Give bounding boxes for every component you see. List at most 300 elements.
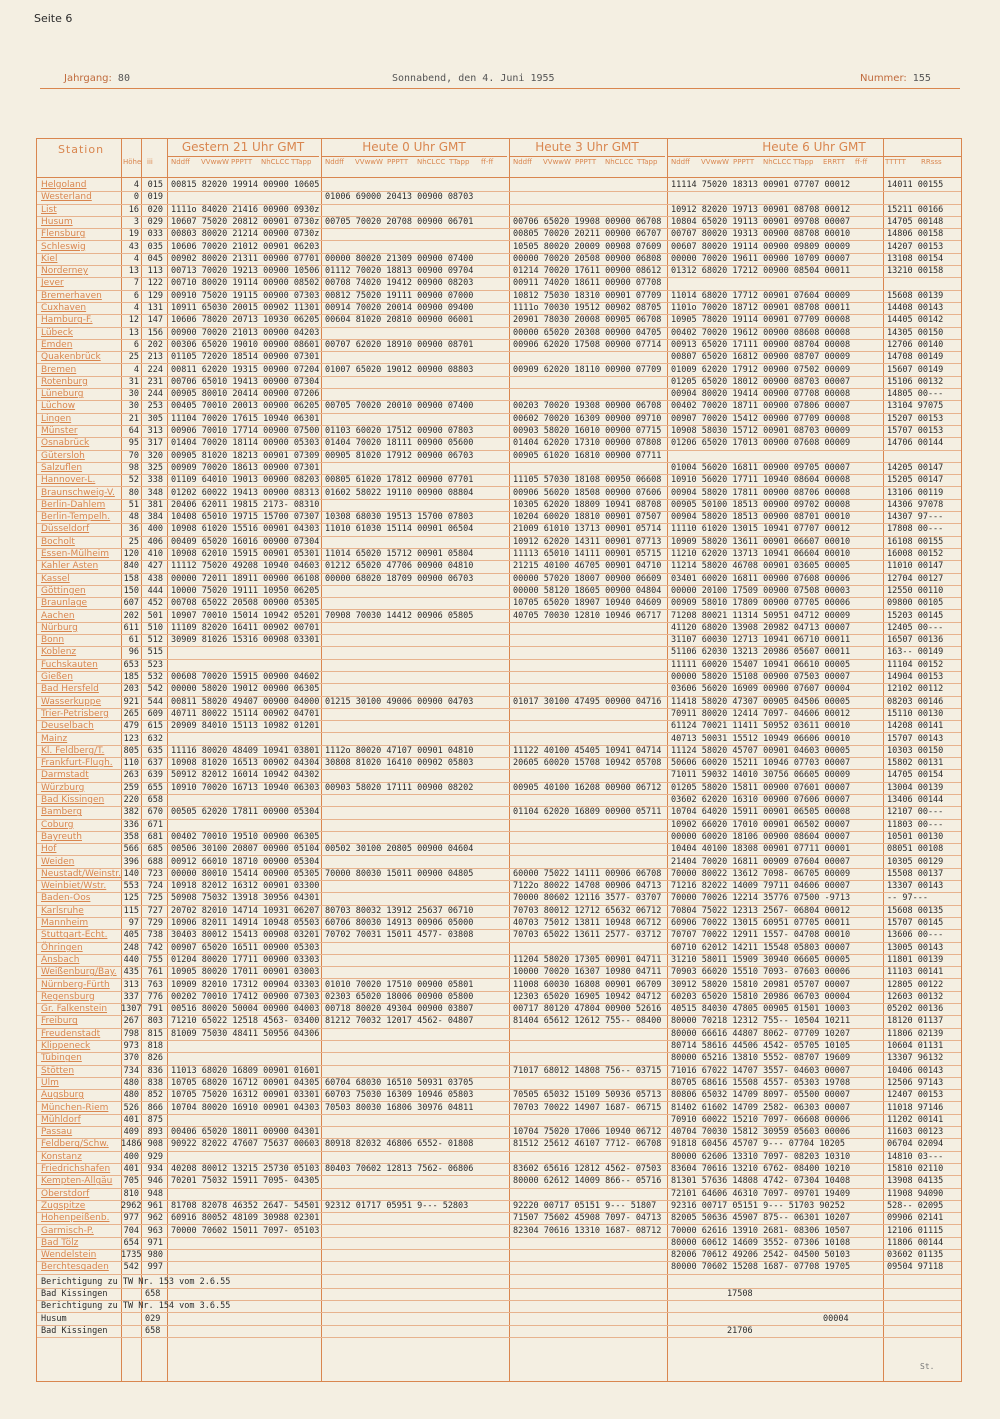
station-index: 815 — [147, 1028, 163, 1039]
col-header: TTTTT — [885, 158, 906, 166]
date-header: Sonnabend, den 4. Juni 1955 — [392, 73, 555, 84]
obs-06-extra: 15203 00145 — [887, 610, 944, 621]
table-row — [37, 610, 961, 623]
station-height: 1307 — [121, 1004, 142, 1015]
jahrgang-value: 80 — [117, 73, 130, 84]
obs-06-extra: 14305 00150 — [887, 327, 944, 338]
station-height: 203 — [123, 684, 139, 695]
correction-index: 658 — [145, 1289, 161, 1299]
obs-21: 00409 65020 16016 00900 07304 — [171, 536, 320, 547]
station-index: 836 — [147, 1065, 163, 1076]
obs-21: 00906 70010 17714 00900 07500 — [171, 426, 320, 436]
table-row — [37, 536, 961, 549]
obs-03: 01214 70020 17611 00900 08612 — [513, 266, 662, 277]
col-header: NhCLCC — [417, 158, 446, 166]
nummer-label: Nummer: — [860, 73, 907, 84]
obs-21: 00713 70020 19213 00900 10506 — [171, 266, 320, 277]
table-row — [37, 966, 961, 979]
station-height: 401 — [123, 1114, 139, 1125]
station-index: 639 — [147, 770, 163, 781]
station-name: Kl. Feldberg/T. — [41, 745, 105, 756]
table-row — [37, 806, 961, 819]
station-height: 4 — [133, 180, 139, 190]
table-row — [37, 979, 961, 992]
table-row — [37, 634, 961, 647]
station-height: 43 — [128, 241, 139, 252]
station-height: 1735 — [121, 1250, 142, 1261]
table-row — [37, 1052, 961, 1065]
obs-06: 00909 58010 17809 00900 07705 00006 — [671, 598, 851, 609]
obs-21: 00505 62020 17811 00900 05304 — [171, 807, 320, 818]
station-index: 045 — [147, 253, 163, 264]
station-height: 158 — [123, 573, 139, 584]
station-name: Tübingen — [41, 1053, 82, 1064]
station-index: 688 — [147, 856, 163, 867]
table-row — [37, 253, 961, 266]
station-index: 776 — [147, 991, 163, 1002]
station-index: 410 — [147, 549, 163, 559]
station-index: 962 — [147, 1213, 163, 1224]
obs-00: 70908 70030 14412 00906 05805 — [325, 610, 474, 621]
obs-06-extra: 12706 00140 — [887, 339, 944, 350]
table-row — [37, 856, 961, 869]
station-height: 123 — [123, 733, 139, 744]
obs-03: 01404 62020 17310 00900 07808 — [513, 438, 662, 449]
obs-06-extra: 15707 00145 — [887, 918, 944, 928]
station-index: 818 — [147, 1041, 163, 1051]
table-row — [37, 757, 961, 770]
station-height: 734 — [123, 1065, 139, 1076]
col-header: ff-ff — [481, 158, 494, 166]
station-index: 253 — [147, 401, 163, 412]
station-height: 542 — [123, 1262, 139, 1273]
station-height: 80 — [128, 487, 139, 498]
obs-06-extra: 18120 01137 — [887, 1016, 944, 1027]
table-row — [37, 991, 961, 1004]
obs-21: 1111o 84020 21416 00900 0930z — [171, 204, 320, 215]
table-row — [37, 696, 961, 709]
obs-06-extra: 14307 97--- — [887, 512, 944, 523]
obs-03: 40705 70030 12810 10946 06717 — [513, 610, 662, 621]
obs-21: 00910 75020 19115 00900 07303 — [171, 290, 320, 301]
station-height: 98 — [128, 462, 139, 473]
station-name: Bad Tölz — [41, 1237, 79, 1248]
station-height: 220 — [123, 795, 139, 805]
station-index: 029 — [147, 216, 163, 227]
table-row — [37, 782, 961, 795]
station-name: Bad Hersfeld — [41, 684, 99, 695]
table-row — [37, 769, 961, 782]
obs-03: 10505 80020 20009 00908 07609 — [513, 241, 662, 252]
obs-06: 41120 68020 13908 20982 04713 00007 — [671, 622, 851, 633]
obs-06: 40713 50031 15512 10949 06606 00010 — [671, 733, 851, 744]
correction-label: Bad Kissingen — [41, 1325, 108, 1336]
station-index: 791 — [147, 1004, 163, 1015]
obs-00: 60704 68030 16510 50931 03705 — [325, 1077, 474, 1088]
station-name: Karlsruhe — [41, 905, 84, 916]
station-index: 724 — [147, 881, 163, 892]
obs-06-extra: 13108 00154 — [887, 253, 944, 264]
station-height: 185 — [123, 672, 139, 682]
nummer-value: 155 — [912, 73, 931, 84]
obs-21: 00905 80010 20414 00900 07206 — [171, 389, 320, 400]
obs-06: 70903 66020 15510 7093- 07603 00006 — [671, 967, 851, 978]
obs-06: 00907 70020 15412 00900 07709 00008 — [671, 413, 851, 424]
station-name: Weiden — [41, 856, 75, 867]
table-row — [37, 1065, 961, 1078]
station-name: Lingen — [41, 413, 72, 424]
obs-03: 60000 75022 14111 00906 06708 — [513, 868, 662, 879]
obs-06: 10404 40100 18308 00901 07711 00001 — [671, 844, 851, 855]
obs-06-extra: 163-- 00149 — [887, 647, 944, 658]
obs-06: 80000 60612 14609 3552- 07306 10108 — [671, 1237, 851, 1248]
header-rule — [40, 88, 960, 89]
correction-row — [37, 1276, 961, 1289]
obs-06: 11014 68020 17712 00901 07604 00009 — [671, 290, 851, 301]
station-index: 961 — [147, 1200, 163, 1211]
station-index: 325 — [147, 462, 163, 473]
col-header: PPPTT — [387, 158, 409, 166]
station-index: 381 — [147, 499, 163, 510]
obs-00: 00000 68020 18709 00900 06703 — [325, 573, 474, 584]
station-name: Westerland — [41, 192, 92, 203]
obs-06-extra: 12107 00--- — [887, 807, 944, 818]
station-height: 798 — [123, 1028, 139, 1039]
table-row — [37, 942, 961, 955]
obs-00: 00707 62020 18910 00900 08701 — [325, 339, 474, 350]
obs-06: 00707 80020 19313 00900 08708 00010 — [671, 229, 851, 240]
obs-21: 00506 30100 20807 00900 05104 — [171, 844, 320, 855]
station-name: Oberstdorf — [41, 1188, 90, 1199]
obs-03: 00805 70020 20211 00900 06707 — [513, 229, 662, 240]
table-row — [37, 1114, 961, 1127]
obs-06: 11418 58020 47307 00905 04506 00005 — [671, 696, 851, 707]
station-name: Kiel — [41, 253, 58, 264]
station-height: 150 — [123, 585, 139, 596]
station-name: Feldberg/Schw. — [41, 1139, 109, 1150]
station-height: 4 — [133, 364, 139, 375]
obs-03: 00906 62020 17508 00900 07714 — [513, 339, 662, 350]
obs-21: 40208 80012 13215 25730 05103 — [171, 1164, 320, 1174]
station-index: 131 — [147, 303, 163, 313]
station-index: 400 — [147, 524, 163, 535]
table-row — [37, 351, 961, 364]
station-index: 934 — [147, 1164, 163, 1174]
obs-21: 10908 62010 15915 00901 05301 — [171, 549, 320, 559]
station-name: Hannover-L. — [41, 475, 96, 486]
obs-06: 60203 65020 15810 20986 06703 00004 — [671, 991, 851, 1002]
obs-06: 01206 65020 17013 00900 07608 00009 — [671, 438, 851, 449]
obs-21: 50908 75032 13918 30956 04301 — [171, 893, 320, 904]
obs-21: 11112 75020 49208 10940 04603 — [171, 561, 320, 572]
obs-00: 00708 74020 19412 00900 08203 — [325, 278, 474, 289]
table-row — [37, 216, 961, 229]
obs-00: 02303 65020 18006 00900 05800 — [325, 991, 474, 1002]
obs-06-extra: 15110 00130 — [887, 708, 944, 719]
station-name: München-Riem — [41, 1102, 109, 1113]
obs-00: 1112o 80020 47107 00901 04810 — [325, 745, 474, 756]
station-height: 370 — [123, 1053, 139, 1064]
station-height: 704 — [123, 1225, 139, 1236]
table-row — [37, 265, 961, 278]
obs-06: 80000 70218 12312 755-- 10504 10211 — [671, 1016, 851, 1027]
station-height: 265 — [123, 708, 139, 719]
obs-21: 01204 80020 17711 00900 03303 — [171, 954, 320, 965]
obs-21: 20909 84010 15113 10982 01201 — [171, 721, 320, 732]
obs-21: 10910 70020 16713 10940 06303 — [171, 782, 320, 793]
station-name: Braunschweig-V. — [41, 487, 115, 498]
station-index: 670 — [147, 807, 163, 818]
station-height: 653 — [123, 659, 139, 670]
obs-06: 00904 58020 18513 00900 08701 00010 — [671, 512, 851, 523]
obs-21: 40711 80022 15114 00902 04701 — [171, 708, 320, 719]
obs-00: 60703 75030 16309 10946 05803 — [325, 1090, 474, 1101]
station-index: 244 — [147, 389, 163, 400]
obs-21: 00000 72011 18911 00900 06108 — [171, 573, 320, 584]
obs-03: 00000 58120 18605 00900 04804 — [513, 585, 662, 596]
obs-06-extra: 15607 00149 — [887, 364, 944, 375]
obs-06-extra: 12407 00153 — [887, 1090, 944, 1101]
obs-21: 10907 70010 15014 10942 05201 — [171, 610, 320, 621]
obs-06: 01004 56020 16811 00900 09705 00007 — [671, 462, 851, 473]
obs-00: 01103 60020 17512 00900 07803 — [325, 426, 474, 436]
obs-21: 10704 80020 16910 00901 04303 — [171, 1102, 320, 1113]
station-name: Kempten-Allgäu — [41, 1176, 113, 1187]
obs-06: 10908 58030 15712 00901 08703 00009 — [671, 426, 851, 436]
station-index: 033 — [147, 229, 163, 240]
table-row — [37, 954, 961, 967]
station-index: 875 — [147, 1114, 163, 1125]
obs-06-extra: 13106 00119 — [887, 487, 944, 498]
obs-00: 00805 61020 17812 00900 07701 — [325, 475, 474, 486]
station-height: 440 — [123, 954, 139, 965]
obs-06: 11114 75020 18313 00901 07707 00012 — [671, 180, 851, 190]
station-name: Mühldorf — [41, 1114, 81, 1125]
station-name: Ansbach — [41, 954, 80, 965]
obs-00: 01006 69000 20413 00900 08703 — [325, 192, 474, 203]
table-row — [37, 868, 961, 881]
obs-21: 00907 65020 16511 00900 05303 — [171, 942, 320, 953]
obs-21: 00803 80020 21214 00900 0730z — [171, 229, 320, 240]
table-row — [37, 1102, 961, 1115]
obs-03: 70703 70022 14907 1687- 06715 — [513, 1102, 662, 1113]
obs-03: 00903 58020 16010 00900 07715 — [513, 426, 662, 436]
obs-06: 71016 67022 14707 3557- 04603 00007 — [671, 1065, 851, 1076]
station-height: 267 — [123, 1016, 139, 1027]
obs-06-extra: 14306 97078 — [887, 499, 944, 510]
obs-06-extra: 15707 00153 — [887, 426, 944, 436]
table-row — [37, 425, 961, 438]
obs-06: 83604 70616 13210 6762- 08400 10210 — [671, 1164, 851, 1174]
station-height: 30 — [128, 389, 139, 400]
obs-06-extra: 15802 00131 — [887, 758, 944, 769]
jahrgang-header — [64, 73, 130, 84]
obs-21: 11013 68020 16809 00901 01601 — [171, 1065, 320, 1076]
obs-06: 03606 56020 16909 00900 07607 00004 — [671, 684, 851, 695]
station-index: 803 — [147, 1016, 163, 1027]
station-height: 566 — [123, 844, 139, 855]
station-index: 231 — [147, 376, 163, 387]
obs-21: 90922 82022 47607 75637 00603 — [171, 1139, 320, 1150]
obs-03: 20901 78030 20008 00905 06708 — [513, 315, 662, 326]
table-row — [37, 708, 961, 721]
station-height: 840 — [123, 561, 139, 572]
table-row — [37, 733, 961, 746]
station-index: 512 — [147, 635, 163, 646]
correction-index: 029 — [145, 1313, 161, 1324]
obs-06: 70910 60022 15210 7097- 06608 00006 — [671, 1114, 851, 1125]
station-index: 348 — [147, 487, 163, 498]
obs-03: 11204 58020 17305 00901 04711 — [513, 954, 662, 965]
station-height: 313 — [123, 979, 139, 990]
station-height: 479 — [123, 721, 139, 732]
station-index: 147 — [147, 315, 163, 326]
col-header: VVwwW — [701, 158, 729, 166]
col-header: NhCLCC — [605, 158, 634, 166]
obs-03: 10912 62020 14311 00901 07713 — [513, 536, 662, 547]
obs-06: 31210 58011 15909 30940 06605 00005 — [671, 954, 851, 965]
table-row — [37, 327, 961, 340]
table-row — [37, 892, 961, 905]
obs-06-extra: 15508 00137 — [887, 868, 944, 879]
station-index: 452 — [147, 598, 163, 609]
station-name: Wasserkuppe — [41, 696, 102, 707]
obs-06-extra: 14705 00154 — [887, 770, 944, 781]
obs-06: 01009 62020 17912 00900 07502 00009 — [671, 364, 851, 375]
table-row — [37, 499, 961, 512]
obs-21: 00402 70010 19510 00900 06305 — [171, 831, 320, 842]
station-name: Rotenburg — [41, 376, 88, 387]
station-height: 64 — [128, 426, 139, 436]
table-row — [37, 1077, 961, 1090]
station-index: 838 — [147, 1077, 163, 1088]
col-header: NhCLCC — [261, 158, 290, 166]
obs-06: 03401 60020 16811 00900 07608 00006 — [671, 573, 851, 584]
obs-21: 11109 82020 16411 00902 00701 — [171, 622, 320, 633]
station-height: 336 — [123, 819, 139, 830]
station-name: Lüchow — [41, 401, 76, 412]
obs-06-extra: 12704 00127 — [887, 573, 944, 584]
station-index: 444 — [147, 585, 163, 596]
obs-00: 92312 01717 05951 9--- 52803 — [325, 1200, 469, 1211]
station-name: Zugspitze — [41, 1200, 86, 1211]
obs-06-extra: 11018 97146 — [887, 1102, 944, 1113]
obs-06: 70911 80020 12414 7097- 04606 00012 — [671, 708, 851, 719]
station-name: Berchtesgaden — [41, 1262, 109, 1273]
correction-index: 658 — [145, 1325, 161, 1336]
station-index: 908 — [147, 1139, 163, 1150]
station-name: Berlin-Dahlem — [41, 499, 106, 510]
table-row — [37, 400, 961, 413]
obs-21: 00905 81020 18213 00901 07309 — [171, 450, 320, 461]
obs-06: 00000 20100 17509 00900 07508 00003 — [671, 585, 851, 596]
obs-06-extra: 15810 02110 — [887, 1164, 944, 1174]
station-height: 202 — [123, 610, 139, 621]
obs-00: 00718 80020 49304 00900 03807 — [325, 1004, 474, 1015]
obs-21: 00815 82020 19914 00900 10605 — [171, 180, 320, 190]
station-index: 015 — [147, 180, 163, 190]
station-index: 305 — [147, 413, 163, 424]
obs-06-extra: -- 97--- — [887, 893, 928, 904]
obs-03: 10000 70020 16307 10980 04711 — [513, 967, 662, 978]
obs-03: 01104 62020 16809 00900 05711 — [513, 807, 662, 818]
station-height: 52 — [128, 475, 139, 486]
col-header: TTapp — [449, 158, 470, 166]
station-index: 826 — [147, 1053, 163, 1064]
station-index: 671 — [147, 819, 163, 830]
station-height: 16 — [128, 204, 139, 215]
obs-06: 21404 70020 16811 00909 07604 00007 — [671, 856, 851, 867]
station-name: Garmisch-P. — [41, 1225, 94, 1236]
station-index: 523 — [147, 659, 163, 670]
station-height: 396 — [123, 856, 139, 867]
obs-06-extra: 14705 00148 — [887, 216, 944, 227]
col-header: Nddff — [671, 158, 690, 166]
obs-06: 71216 82022 14009 79711 04606 00007 — [671, 881, 851, 892]
obs-06-extra: 11908 94090 — [887, 1188, 944, 1199]
obs-06: 00905 50100 18513 00900 09702 00008 — [671, 499, 851, 510]
station-height: 115 — [123, 905, 139, 916]
table-row — [37, 597, 961, 610]
station-height: 2962 — [121, 1200, 142, 1211]
obs-06: 72101 64606 46310 7097- 09701 19409 — [671, 1188, 851, 1199]
obs-06: 01205 58020 15811 00900 07601 00007 — [671, 782, 851, 793]
station-name: Freiburg — [41, 1016, 78, 1027]
station-name: Helgoland — [41, 180, 87, 190]
obs-06-extra: 14810 03--- — [887, 1151, 944, 1162]
station-height: 140 — [123, 868, 139, 879]
obs-06: 80000 66616 44807 8062- 07709 10207 — [671, 1028, 851, 1039]
station-name: Mannheim — [41, 918, 89, 928]
obs-06: 00000 60020 18106 00900 08604 00007 — [671, 831, 851, 842]
obs-00: 01404 70020 18111 00900 05600 — [325, 438, 474, 449]
obs-00: 70702 70031 15011 4577- 03808 — [325, 930, 474, 941]
table-row — [37, 720, 961, 733]
page-label: Seite 6 — [34, 12, 73, 25]
obs-06: 00402 70020 19612 00900 08608 00008 — [671, 327, 851, 338]
station-index: 742 — [147, 942, 163, 953]
station-index: 510 — [147, 622, 163, 633]
station-index: 997 — [147, 1262, 163, 1273]
station-height: 480 — [123, 1090, 139, 1101]
obs-21: 10000 75020 19111 10950 06205 — [171, 585, 320, 596]
obs-00: 00604 81020 20810 00900 06001 — [325, 315, 474, 326]
station-name: Bremerhaven — [41, 290, 102, 301]
table-row — [37, 1040, 961, 1053]
table-row — [37, 819, 961, 832]
station-height: 95 — [128, 438, 139, 449]
obs-21: 81009 75030 48411 50956 04306 — [171, 1028, 320, 1039]
station-name: Bad Kissingen — [41, 795, 105, 805]
obs-06-extra: 12550 00110 — [887, 585, 944, 596]
table-row — [37, 437, 961, 450]
obs-06: 10912 82020 19713 00901 08708 00012 — [671, 204, 851, 215]
obs-21: 10607 75020 20812 00901 0730z — [171, 216, 320, 227]
obs-00: 80918 82032 46806 6552- 01808 — [325, 1139, 474, 1150]
station-height: 921 — [123, 696, 139, 707]
station-name: Berlin-Tempelh. — [41, 512, 111, 523]
correction-value: 21706 — [727, 1325, 753, 1336]
obs-06: 10905 78020 19114 00901 07709 00008 — [671, 315, 851, 326]
correction-row — [37, 1313, 961, 1326]
station-name: Hof — [41, 844, 57, 855]
obs-21: 81708 82078 46352 2647- 54501 — [171, 1200, 320, 1211]
obs-21: 71210 65022 12518 4563- 03400 — [171, 1016, 320, 1027]
station-name: Flensburg — [41, 229, 86, 240]
obs-00: 01007 65020 19012 00900 08803 — [325, 364, 474, 375]
obs-06: 00904 58020 17811 00900 08706 00008 — [671, 487, 851, 498]
table-row — [37, 646, 961, 659]
